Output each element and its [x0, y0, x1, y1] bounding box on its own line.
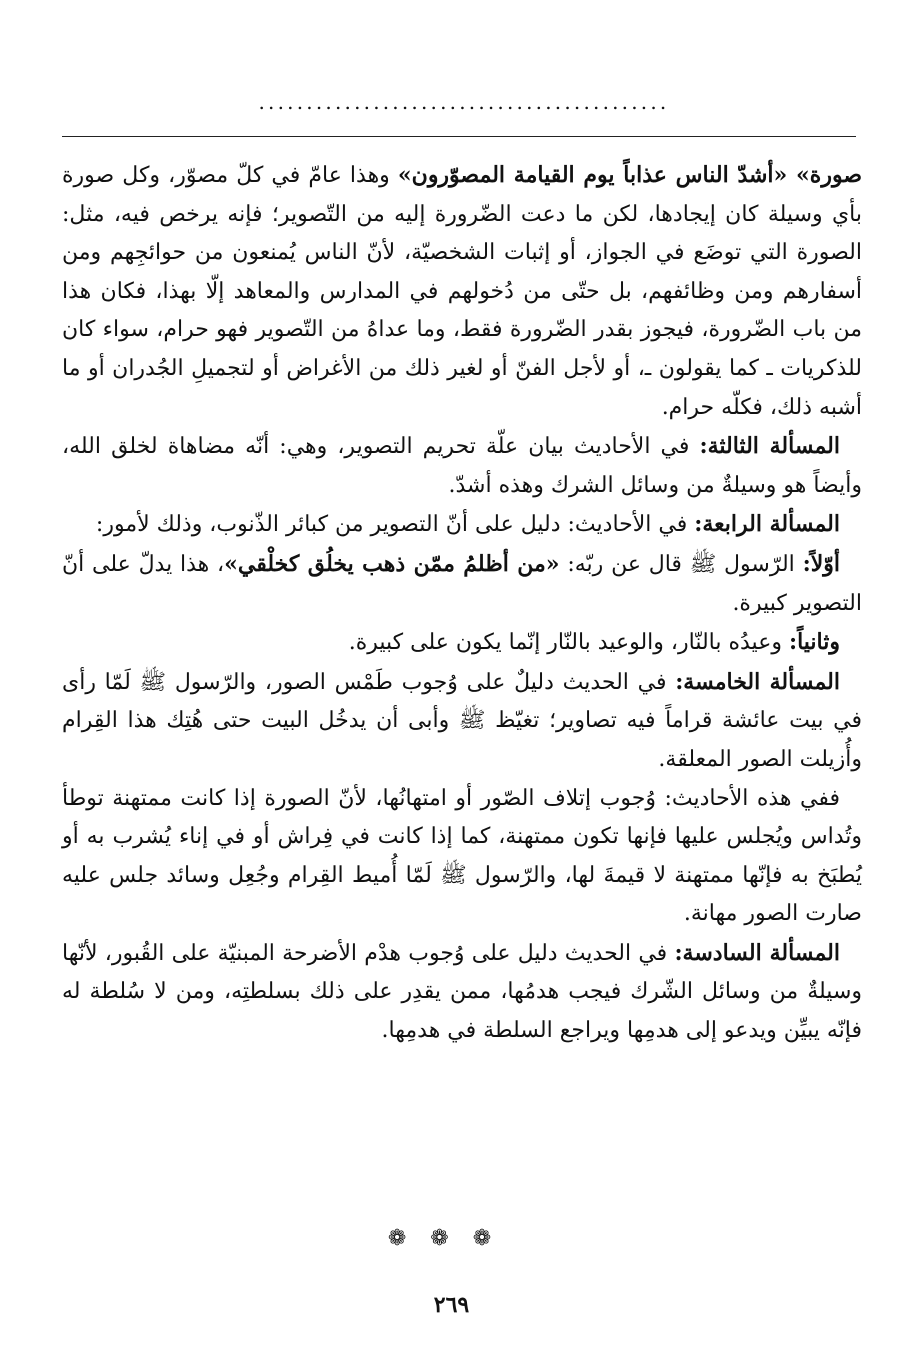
heading-masala-4: المسألة الرابعة:	[694, 511, 840, 538]
paragraph-text: في الأحاديث بيان علّة تحريم التصوير، وهي: أنّه مضاهاة لخلق الله، وأيضاً هو وسيلةٌ من وسائل الشرك وهذه أشدّ.	[62, 434, 862, 498]
paragraph-text: في الحديث دليل على وُجوب هدْم الأضرحة المبنيّة على القُبور، لأنّها وسيلةٌ من وسائل الشّرك فيجب هدمُها، ممن يقدِر على ذلك بسلطتِه، ومن لا سُلطة له فإنّه يبيِّن ويدعو إلى هدمِها ويراجع السلطة في هدمِها.	[62, 940, 862, 1044]
paragraph-ahadith-benefit	[62, 780, 862, 934]
paragraph-masala-4	[62, 505, 862, 545]
hadith-quote: صورة» «أشدّ الناس عذاباً يوم القيامة المصوّرون»	[397, 162, 862, 188]
paragraph-text: في الحديث دليلٌ على وُجوب طَمْس الصور، والرّسول ﷺ لَمّا رأى في بيت عائشة قراماً فيه تصاوير؛ تغيّظ ﷺ وأبى أن يدخُل البيت حتى هُتِك هذا القِرام وأُزيلت الصور المعلقة.	[62, 669, 862, 772]
paragraph-text: وعيدُه بالنّار، والوعيد بالنّار إنّما يكون على كبيرة.	[348, 630, 789, 656]
header-rule	[62, 136, 856, 137]
paragraph-first-reason	[62, 545, 862, 623]
heading-masala-6: المسألة السادسة:	[674, 939, 840, 966]
paragraph-text: في الأحاديث: دليل على أنّ التصوير من كبائر الذّنوب، وذلك لأمور:	[95, 512, 695, 538]
paragraph-second-reason	[62, 623, 862, 663]
heading-first: أوّلاً:	[802, 550, 840, 577]
section-ornament-icons: ❁❁❁	[387, 1226, 516, 1251]
paragraph-masala-3	[62, 427, 862, 505]
paragraph-text: وهذا عامّ في كلّ مصوّر، وكل صورة بأي وسيلة كان إيجادها، لكن ما دعت الضّرورة إليه من التّصوير؛ فإنه يرخص فيه، مثل: الصورة التي توضَع في الجواز، أو إثبات الشخصيّة، لأنّ الناس يُمنعون من حوائجِهم ومن أسفارهم ومن وظائفهم، بل حتّى من دُخولهم في المدارس والمعاهد إلّا بهذا، فكان هذا من باب الضّرورة، فيجوز بقدر الضّرورة فقط، وما عداهُ من التّصوير فهو حرام، سواء كان للذكريات ـ كما يقولون ـ، أو لأجل الفنّ أو لغير ذلك من الأغراض أو لتجميلِ الجُدران أو ما أشبه ذلك، فكلّه حرام.	[62, 163, 863, 420]
body-text	[62, 156, 862, 1051]
paragraph-masala-5	[62, 663, 862, 780]
hadith-quote: «من أظلمُ ممّن ذهب يخلُق كخلْقي»	[224, 550, 560, 577]
paragraph-text: ففي هذه الأحاديث: وُجوب إتلاف الصّور أو امتهانُها، لأنّ الصورة إذا كانت ممتهنة توطأ وتُداس ويُجلس عليها فإنها تكون ممتهنة، كما إذا كانت في فِراش أو في إناء يُشرب به أو يُطبَخ به فإنّها ممتهنة لا قيمةَ لها، والرّسول ﷺ لَمّا أُميط القِرام وجُعِل وسائد جلس عليه صارت الصور مهانة.	[62, 785, 862, 927]
page-number: ٢٦٩	[433, 1292, 470, 1318]
paragraph-text: ، هذا يدلّ على أنّ التصوير كبيرة.	[62, 551, 862, 616]
paragraph-masala-6	[62, 934, 862, 1051]
heading-masala-5: المسألة الخامسة:	[675, 668, 840, 695]
heading-masala-3: المسألة الثالثة:	[699, 433, 840, 460]
header-dotted-line: ...........................................	[258, 92, 670, 112]
heading-second: وثانياً:	[788, 629, 840, 656]
paragraph-continuation	[62, 156, 862, 427]
paragraph-text: الرّسول ﷺ قال عن ربّه:	[559, 551, 803, 577]
